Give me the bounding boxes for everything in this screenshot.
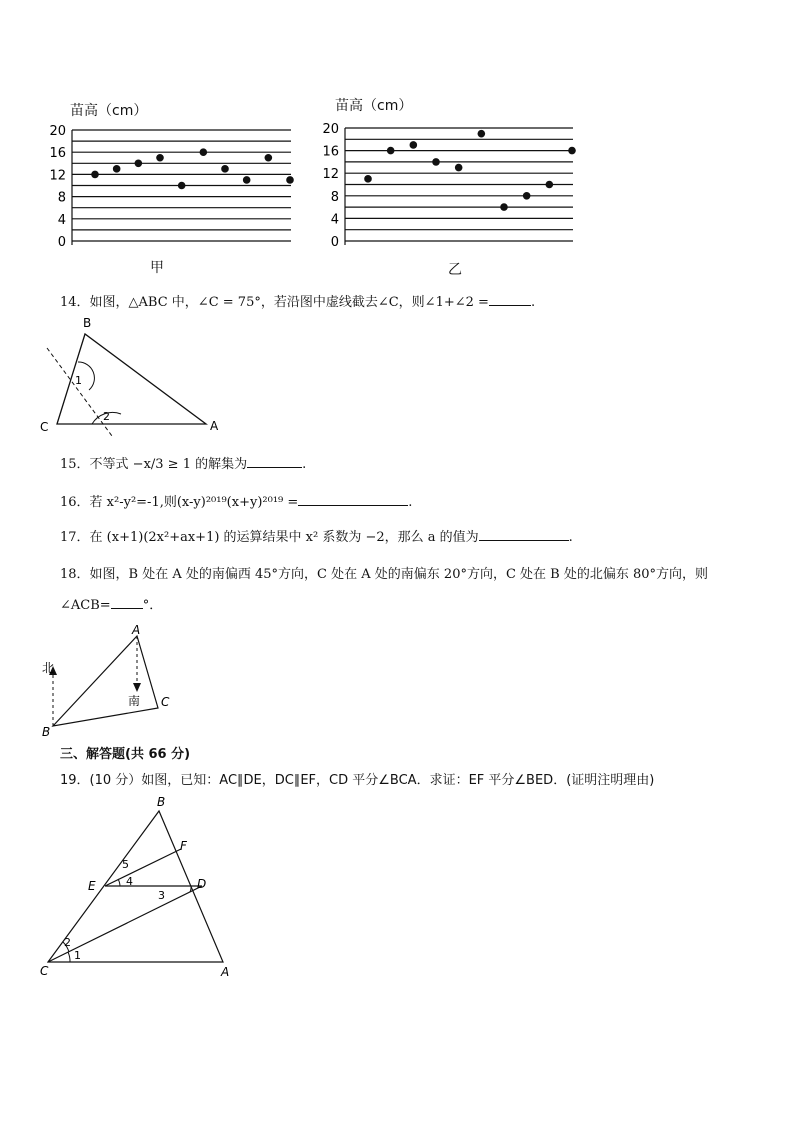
q14-angle-2: 2	[103, 410, 110, 423]
chart-right-point	[410, 141, 418, 149]
chart-right-point	[500, 203, 508, 211]
q19-figure	[30, 792, 250, 984]
q14-blank	[489, 293, 531, 306]
chart-left-point	[200, 148, 208, 156]
q16-blank	[298, 493, 408, 506]
q18-text-line1: 18．如图，B 处在 A 处的南偏西 45°方向，C 处在 A 处的南偏东 20°方向，C 处在 B 处的北偏东 80°方向，则	[60, 567, 709, 582]
chart-left-tick-label: 4	[57, 212, 66, 228]
chart-left-tick-label: 8	[57, 190, 66, 206]
chart-right-tick-label: 20	[322, 122, 339, 137]
chart-right-tick-label: 4	[330, 212, 339, 228]
q15-text: 15．不等式 −x/3 ≥ 1 的解集为 .	[60, 457, 307, 472]
q19-label-f: F	[180, 839, 187, 853]
q19-label-e: E	[88, 879, 96, 893]
q19-angle-1: 1	[74, 949, 81, 962]
chart-left-tick-label: 16	[49, 146, 66, 162]
q17-blank	[479, 528, 569, 541]
q19-angle-5: 5	[122, 858, 129, 871]
q18-text-line2: ∠ACB= °．	[60, 598, 163, 613]
chart-right-point	[478, 130, 486, 138]
q18-blank	[111, 596, 143, 609]
chart-right-point	[546, 181, 554, 189]
chart-left-title: 苗高（cm）	[70, 103, 148, 119]
q14-label-c: C	[40, 420, 49, 434]
q14-label-a: A	[210, 419, 219, 433]
chart-right-point	[364, 175, 372, 183]
q18-south-label: 南	[128, 694, 141, 708]
chart-left-tick-label: 20	[49, 124, 66, 139]
chart-left-tick-label: 0	[57, 235, 66, 250]
chart-right-point	[523, 192, 531, 200]
chart-right	[310, 120, 585, 250]
chart-left-point	[91, 171, 99, 179]
chart-right-tick-label: 16	[322, 144, 339, 160]
q19-text: 19．(10 分）如图，已知：AC∥DE，DC∥EF，CD 平分∠BCA．求证：EF 平分∠BED．(证明注明理由)	[60, 773, 655, 788]
q18-north-label: 北	[42, 661, 55, 675]
chart-left-caption: 甲	[150, 260, 164, 276]
chart-left-tick-label: 12	[49, 168, 66, 184]
chart-left-point	[156, 154, 164, 162]
chart-right-point	[568, 147, 576, 155]
q19-label-c: C	[40, 964, 49, 978]
chart-left-point	[286, 176, 294, 184]
chart-left-point	[265, 154, 273, 162]
q19-label-b: B	[157, 795, 166, 809]
q19-label-a: A	[221, 965, 230, 979]
chart-left	[40, 120, 302, 250]
chart-right-tick-label: 12	[322, 167, 339, 183]
q14-label-b: B	[83, 316, 92, 330]
q14-angle-1: 1	[75, 374, 82, 387]
chart-left-point	[135, 160, 143, 168]
chart-right-tick-label: 0	[330, 235, 339, 250]
q16-text: 16．若 x²-y²=-1,则(x-y)²⁰¹⁹(x+y)²⁰¹⁹ = .	[60, 495, 413, 510]
q19-angle-4: 4	[126, 875, 133, 888]
chart-right-caption: 乙	[448, 262, 462, 278]
chart-left-point	[113, 165, 121, 173]
chart-right-point	[432, 158, 440, 166]
chart-right-tick-label: 8	[330, 189, 339, 205]
chart-left-point	[178, 182, 186, 190]
q14-figure	[30, 312, 230, 440]
q19-angle-2: 2	[64, 936, 71, 949]
q17-text: 17．在 (x+1)(2x²+ax+1) 的运算结果中 x² 系数为 −2，那么 a 的值为 .	[60, 530, 573, 545]
q18-label-c: C	[161, 695, 170, 709]
chart-right-title: 苗高（cm）	[335, 98, 413, 114]
section-3-title: 三、解答题(共 66 分)	[60, 747, 191, 762]
q18-label-b: B	[42, 725, 51, 739]
chart-right-point	[387, 147, 395, 155]
chart-left-point	[243, 176, 251, 184]
q15-blank	[247, 455, 302, 468]
q18-figure	[30, 620, 190, 742]
q18-label-a: A	[132, 623, 141, 637]
q14-text: 14．如图，△ABC 中，∠C = 75°，若沿图中虚线截去∠C，则∠1+∠2 = .	[60, 295, 536, 310]
q19-angle-3: 3	[158, 889, 165, 902]
chart-left-point	[221, 165, 229, 173]
chart-right-point	[455, 164, 463, 172]
q19-label-d: D	[197, 877, 207, 891]
